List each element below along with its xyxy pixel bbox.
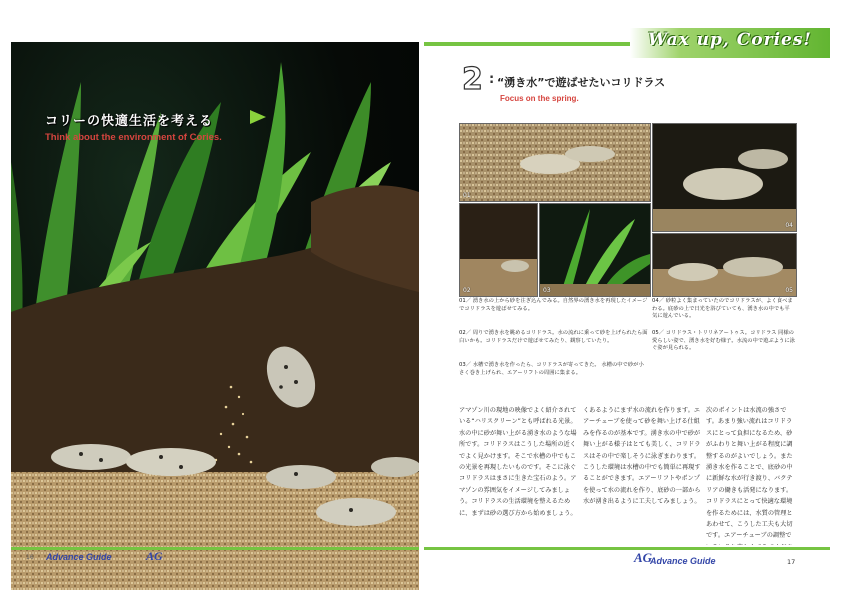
- left-subheading: Think about the environment of Cories.: [45, 132, 222, 143]
- right-footer-logo-mark: AG: [634, 550, 653, 565]
- right-bottom-rule: [424, 547, 830, 550]
- section-title: “湧き水”で遊ばせたいコリドラス: [497, 76, 666, 89]
- photo-04: [652, 123, 797, 232]
- left-page-number: 16: [26, 554, 34, 561]
- caption-05: 05／ コリドラス・トリリネアートゥス。コリドラス 同様の愛らしい姿で、湧き水を好む様子。水流の中で遊ぶように泳ぐ姿が見られる。: [652, 330, 795, 352]
- right-page-number: 17: [787, 558, 796, 566]
- photo-03: [539, 203, 651, 297]
- photo-number: 03: [543, 287, 551, 294]
- body-column-3: 次のポイントは水流の強さです。あまり強い流れはコリドラスにとって負担になるため、砂がふわりと舞い上がる程度に調整するのがよいでしょう。また湧き水を作ることで、底砂の中に新鮮な水が行き渡り、バクテリアの働きも活発になります。コリドラスにとって快適な環境を作るためには、水質の管理とあわせて、こうした工夫も大切です。エアーチューブの調整で: [706, 407, 793, 540]
- photo-05: [652, 233, 797, 297]
- body-column-1: アマゾン川の現地の映像でよく紹介されている“ハリスクリーン”とも呼ばれる光景。水の中に砂が舞い上がる湧き水のような場所です。コリドラスはこうした場所の近くでよく見かけます。そこで水槽の中でもこの光景を再現したいものです。そこに泳ぐコリドラスはまさに生きた宝石のよう。アマゾンの雰囲気をイメージしてみましょう。コリドラスの生活環境を整えるために、まずは砂の選び方から始めましょう。: [459, 407, 577, 517]
- section-subtitle: Focus on the spring.: [500, 94, 579, 103]
- caption-02: 02／ 周りで湧き水を眺めるコリドラス。水の流れに乗って砂を上げられたら面白いかも。コリドラスだけで遊ばせてみたり、観察していたり。: [459, 330, 648, 344]
- section-number: 2: [462, 62, 483, 97]
- photo-number: 01: [463, 192, 471, 199]
- photo-number: 05: [785, 287, 793, 294]
- caption-04: 04／ 砂粒よく集まっていたのでコリドラスが、よく食べまわる。底砂の上で日光を浴びていても、湧き水の中でも平気に遊んでいる。: [652, 298, 793, 320]
- photo-01: [459, 123, 651, 202]
- left-footer-logo-mark: AG: [146, 549, 163, 563]
- photo-number: 04: [785, 222, 793, 229]
- photo-number: 02: [463, 287, 471, 294]
- section-colon: :: [489, 72, 495, 87]
- header-logo: Wax up, Cories!: [648, 30, 812, 50]
- left-bottom-rule: [11, 547, 419, 550]
- body-column-2: くあるようにまず水の流れを作ります。エアーチューブを使って砂を舞い上げる仕組みを作るのが基本です。湧き水の中で砂が舞い上がる様子はとても美しく、コリドラスはその中で楽しそうに泳ぎまわります。こうした環境は水槽の中でも簡単に再現することができます。エアーリフトやポンプを使って水の流れを作り、底砂の一部から水が湧き出るように工夫してみましょう。: [583, 407, 701, 506]
- caption-01: 01／ 湧き水の上から砂を注ぎ込んでみる。自然界の湧き水を再現したイメージでコリドラスを遊ばせてみる。: [459, 298, 648, 312]
- left-footer-logo-text: Advance Guide: [46, 552, 112, 562]
- photo-02: [459, 203, 538, 297]
- caption-03: 03／ 水槽で湧き水を作ったら、コリドラスが寄ってきた。 水槽の中で砂が小さく巻き上げられ、エアーリフトの周囲に集まる。: [459, 362, 644, 376]
- left-heading: コリーの快適生活を考える: [45, 114, 214, 129]
- right-footer-logo-text: Advance Guide: [650, 556, 716, 566]
- arrow-icon: [250, 110, 266, 124]
